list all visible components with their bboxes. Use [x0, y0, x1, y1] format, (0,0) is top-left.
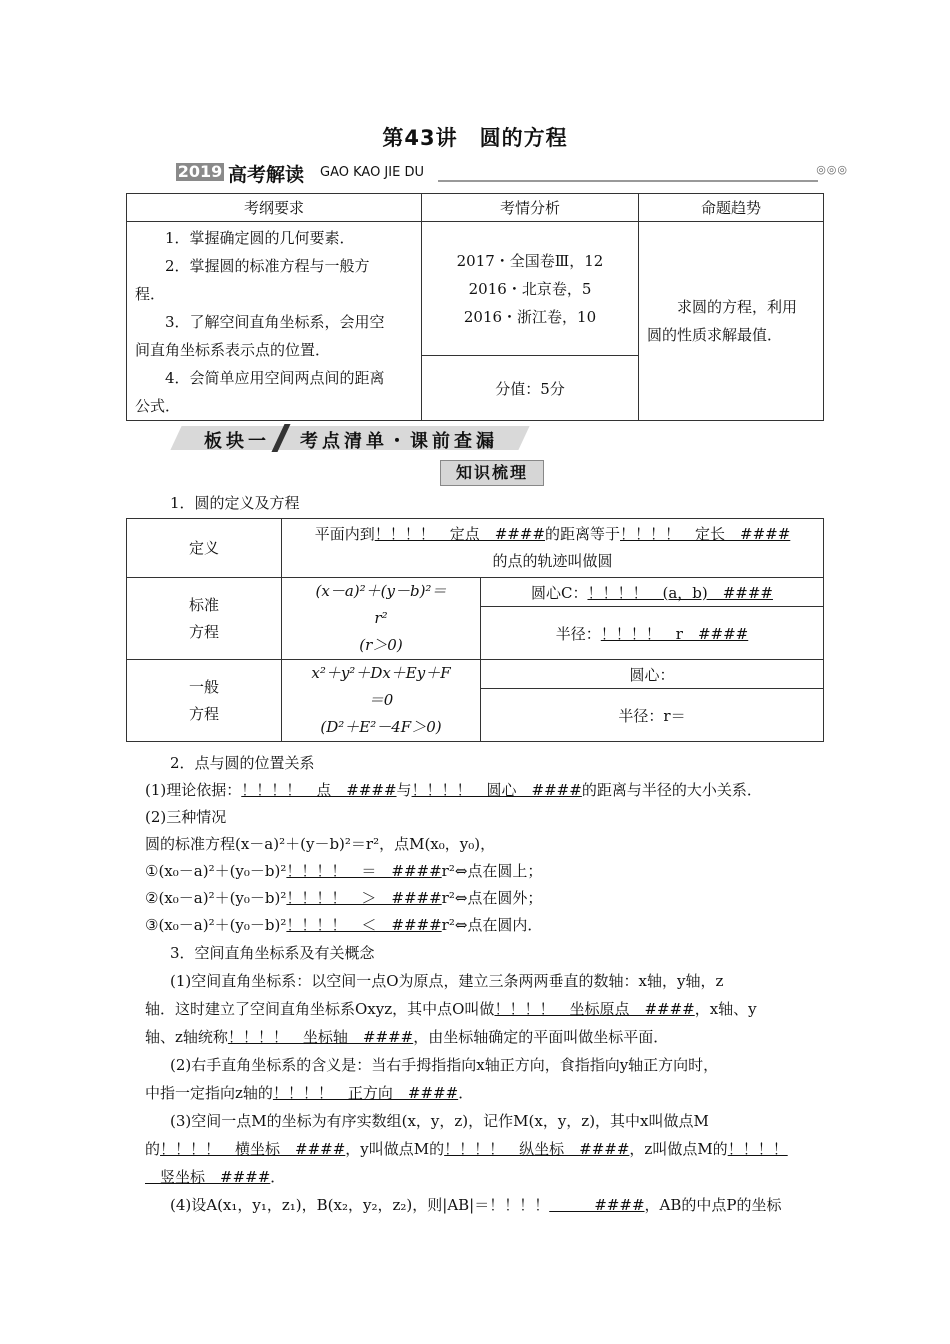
text: 的 [145, 1140, 161, 1158]
text: 的距离与半径的大小关系． [581, 781, 762, 799]
standard-equation: r² [374, 609, 388, 627]
standard-equation-cell [282, 578, 481, 660]
s2-case-outside [145, 885, 825, 912]
text: ①(x₀－a)²＋(y₀－b)² [145, 862, 287, 880]
s2-cases-title: (2)三种情况 [145, 808, 227, 826]
definition-blank: ！！！！ 定点 #### [374, 525, 545, 543]
text: ，AB的中点P的坐标 [644, 1196, 782, 1214]
s2-standard-eq: 圆的标准方程(x－a)²＋(y－b)²＝r²，点M(x₀，y₀)， [145, 835, 496, 853]
s3-p2-line2 [145, 1080, 825, 1107]
standard-equation: (r＞0) [359, 636, 403, 654]
s2-case-on [145, 858, 825, 885]
section-2-title: 2．点与圆的位置关系 [170, 754, 315, 772]
text: 与 [396, 781, 412, 799]
standard-label-line: 方程 [188, 622, 219, 641]
general-equation: x²＋y²＋Dx＋Ey＋F [311, 664, 451, 682]
analysis-item: 2016・浙江卷，10 [463, 307, 597, 326]
standard-radius-cell [481, 607, 824, 660]
text: ，x轴、y [694, 1000, 757, 1018]
blank: ！！！！ 纵坐标 #### [444, 1140, 630, 1158]
text: ，y叫做点M的 [345, 1140, 445, 1158]
requirement-line: 程． [135, 285, 166, 303]
requirement-line: 间直角坐标系表示点的位置． [135, 341, 331, 359]
blank: ！！！！ ＝ #### [286, 862, 442, 880]
text: 轴、z轴统称 [145, 1028, 228, 1046]
text: ，由坐标轴确定的平面叫做坐标平面． [413, 1028, 669, 1046]
gaokao-banner [176, 160, 848, 184]
text: 轴．这时建立了空间直角坐标系Oxyz，其中点O叫做 [145, 1000, 495, 1018]
definition-blank: ！！！！ 定长 #### [620, 525, 791, 543]
definition-cell [282, 519, 824, 578]
banner-rule [438, 180, 818, 182]
definition-text: 的距离等于 [545, 525, 621, 543]
blank: ！！！！ 圆心 #### [411, 781, 582, 799]
s3-p2-line1: (2)右手直角坐标系的含义是：当右手拇指指向x轴正方向，食指指向y轴正方向时， [170, 1056, 719, 1074]
analysis-item: 2017・全国卷Ⅲ，12 [456, 251, 604, 270]
general-radius-cell: 半径：r＝ [481, 689, 824, 742]
analysis-cell [422, 222, 639, 356]
analysis-item: 2016・北京卷，5 [468, 279, 592, 298]
text: ． [270, 1168, 286, 1186]
text: (4)设A(x₁，y₁，z₁)，B(x₂，y₂，z₂)，则|AB|＝！！！！ [170, 1196, 550, 1214]
section-subtitle: 考点清单・课前查漏 [300, 431, 498, 452]
blank: ！！！！ 正方向 #### [272, 1084, 459, 1102]
general-equation-cell [282, 660, 481, 742]
text: ，z叫做点M的 [629, 1140, 728, 1158]
exam-overview-table [126, 193, 824, 421]
blank: ！！！！ 横坐标 #### [160, 1140, 346, 1158]
s2-case-inside [145, 912, 825, 939]
s3-p3-line2 [145, 1136, 825, 1163]
page-title: 第43讲 圆的方程 [382, 126, 568, 150]
section-1-title: 1．圆的定义及方程 [170, 494, 300, 512]
general-label-line: 方程 [188, 704, 219, 723]
general-center-cell: 圆心： [481, 660, 824, 689]
text: (1)理论依据： [145, 781, 242, 799]
banner-title: 高考解读 [228, 164, 305, 186]
text: r²⇔点在圆上； [441, 862, 543, 880]
section-part: 板块一 [204, 431, 270, 452]
header-requirements: 考纲要求 [127, 194, 422, 222]
section-header [176, 424, 524, 452]
s2-theory [145, 777, 825, 804]
blank: ！！！！ ＞ #### [286, 889, 442, 907]
blank: #### [549, 1196, 645, 1214]
general-equation: (D²＋E²－4F＞0) [320, 718, 442, 736]
s3-p1-line1: (1)空间直角坐标系：以空间一点O为原点，建立三条两两垂直的数轴：x轴，y轴，z [170, 972, 724, 990]
blank: ！！！！ 坐标原点 #### [494, 1000, 695, 1018]
circle-equation-table [126, 518, 824, 742]
trend-line: 求圆的方程，利用 [677, 298, 798, 316]
radius-blank: ！！！！ r #### [600, 624, 749, 643]
blank: ！！！！ [727, 1140, 788, 1158]
text: ③(x₀－a)²＋(y₀－b)² [145, 916, 287, 934]
text: r²⇔点在圆外； [441, 889, 543, 907]
standard-label [127, 578, 282, 660]
text: 中指一定指向z轴的 [145, 1084, 273, 1102]
trend-cell [639, 222, 824, 421]
center-blank: ！！！！ (a，b) #### [587, 583, 773, 602]
blank: 竖坐标 #### [145, 1168, 271, 1186]
definition-text: 平面内到 [314, 525, 375, 543]
text: ②(x₀－a)²＋(y₀－b)² [145, 889, 287, 907]
s3-p3-line1: (3)空间一点M的坐标为有序实数组(x，y，z)，记作M(x，y，z)，其中x叫做点M [170, 1112, 709, 1130]
s3-p3-line3 [145, 1164, 825, 1191]
s3-p4 [170, 1192, 850, 1219]
s3-p1-line3 [145, 1024, 825, 1051]
blank: ！！！！ 点 #### [241, 781, 397, 799]
definition-label: 定义 [127, 519, 282, 578]
standard-equation: (x－a)²＋(y－b)²＝ [315, 582, 447, 600]
knowledge-label: 知识梳理 [440, 460, 544, 486]
section-3-title: 3．空间直角坐标系及有关概念 [170, 944, 375, 962]
banner-year: 2019 [177, 162, 223, 181]
banner-pinyin: GAO KAO JIE DU [320, 165, 424, 180]
header-analysis: 考情分析 [422, 194, 639, 222]
score-cell: 分值：5分 [422, 356, 639, 421]
general-label [127, 660, 282, 742]
standard-label-line: 标准 [188, 595, 219, 614]
text: ． [458, 1084, 474, 1102]
requirement-line: 2．掌握圆的标准方程与一般方 [165, 257, 370, 275]
header-trend: 命题趋势 [639, 194, 824, 222]
requirement-line: 1．掌握确定圆的几何要素． [165, 229, 355, 247]
requirement-line: 公式． [135, 397, 181, 415]
s3-p1-line2 [145, 996, 825, 1023]
blank: ！！！！ 坐标轴 #### [227, 1028, 414, 1046]
trend-line: 圆的性质求解最值． [647, 326, 783, 344]
blank: ！！！！ ＜ #### [286, 916, 442, 934]
center-label: 圆心C： [530, 583, 588, 602]
requirement-line: 3．了解空间直角坐标系，会用空 [165, 313, 385, 331]
definition-text: 的点的轨迹叫做圆 [492, 552, 613, 570]
requirement-line: 4．会简单应用空间两点间的距离 [165, 369, 385, 387]
banner-dots-icon: ◎◎◎ [816, 163, 848, 176]
general-equation: ＝0 [368, 691, 394, 709]
text: r²⇔点在圆内． [441, 916, 543, 934]
general-label-line: 一般 [188, 677, 219, 696]
radius-label: 半径： [555, 624, 601, 643]
requirements-cell [127, 222, 422, 421]
standard-center-cell [481, 578, 824, 607]
